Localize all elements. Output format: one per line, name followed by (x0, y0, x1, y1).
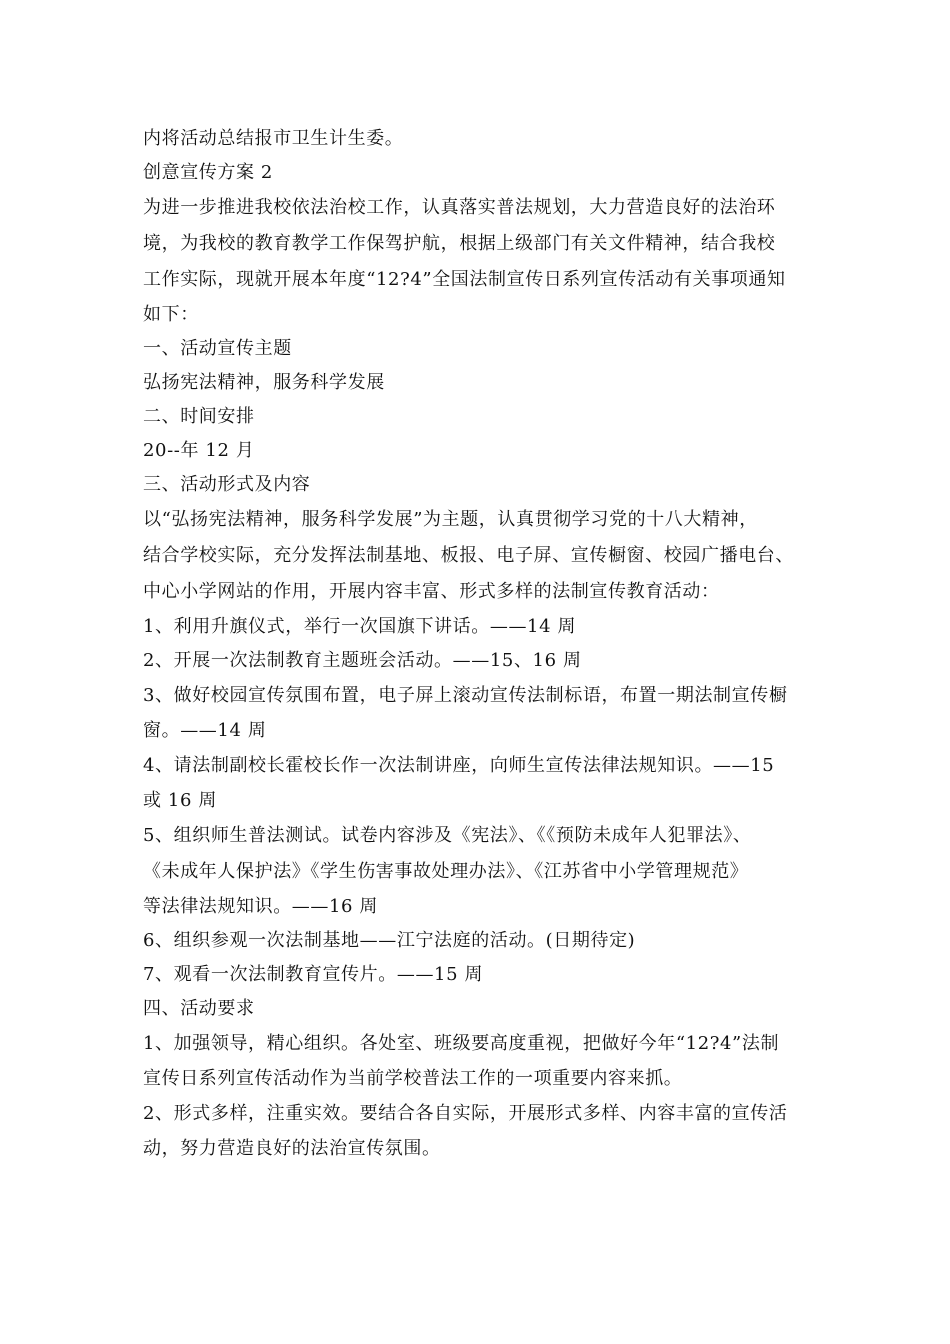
list-item-continuation: 窗。——14 周 (143, 720, 267, 741)
text-line: 以“弘扬宪法精神，服务科学发展”为主题，认真贯彻学习党的十八大精神， (143, 509, 758, 530)
list-item: 1、利用升旗仪式，举行一次国旗下讲话。——14 周 (143, 616, 577, 637)
list-item: 1、加强领导，精心组织。各处室、班级要高度重视，把做好今年“12?4”法制 (143, 1033, 780, 1054)
section-heading: 三、活动形式及内容 (143, 474, 311, 495)
section-heading: 四、活动要求 (143, 998, 255, 1019)
list-item: 5、组织师生普法测试。试卷内容涉及《宪法》、《《预防未成年人犯罪法》、 (143, 825, 752, 846)
list-item: 3、做好校园宣传氛围布置，电子屏上滚动宣传法制标语，布置一期法制宣传橱 (143, 685, 788, 706)
list-item-continuation: 动，努力营造良好的法治宣传氛围。 (143, 1138, 441, 1159)
section-heading: 二、时间安排 (143, 406, 255, 427)
list-item: 6、组织参观一次法制基地——江宁法庭的活动。(日期待定) (143, 930, 636, 951)
text-line: 内将活动总结报市卫生计生委。 (143, 128, 404, 149)
section-heading: 一、活动宣传主题 (143, 338, 292, 359)
list-item-continuation: 《未成年人保护法》《学生伤害事故处理办法》、《江苏省中小学管理规范》 (143, 861, 749, 882)
list-item-continuation: 宣传日系列宣传活动作为当前学校普法工作的一项重要内容来抓。 (143, 1068, 683, 1089)
document-body (143, 122, 823, 1166)
section-title: 创意宣传方案 2 (143, 162, 273, 183)
text-line: 20--年 12 月 (143, 440, 255, 461)
list-item: 2、形式多样，注重实效。要结合各自实际，开展形式多样、内容丰富的宣传活 (143, 1103, 788, 1124)
list-item: 4、请法制副校长霍校长作一次法制讲座，向师生宣传法律法规知识。——15 (143, 755, 775, 776)
text-line: 中心小学网站的作用，开展内容丰富、形式多样的法制宣传教育活动： (143, 581, 720, 602)
text-line: 弘扬宪法精神，服务科学发展 (143, 372, 385, 393)
list-item-continuation: 或 16 周 (143, 790, 217, 811)
list-item-continuation: 等法律法规知识。——16 周 (143, 896, 379, 917)
text-line: 境，为我校的教育教学工作保驾护航，根据上级部门有关文件精神，结合我校 (143, 233, 776, 254)
text-line: 结合学校实际，充分发挥法制基地、板报、电子屏、宣传橱窗、校园广播电台、 (143, 545, 794, 566)
list-item: 2、开展一次法制教育主题班会活动。——15、16 周 (143, 650, 582, 671)
list-item: 7、观看一次法制教育宣传片。——15 周 (143, 964, 484, 985)
text-line: 工作实际，现就开展本年度“12?4”全国法制宣传日系列宣传活动有关事项通知 (143, 269, 786, 290)
text-line: 为进一步推进我校依法治校工作，认真落实普法规划，大力营造良好的法治环 (143, 197, 776, 218)
text-line: 如下： (143, 304, 199, 325)
